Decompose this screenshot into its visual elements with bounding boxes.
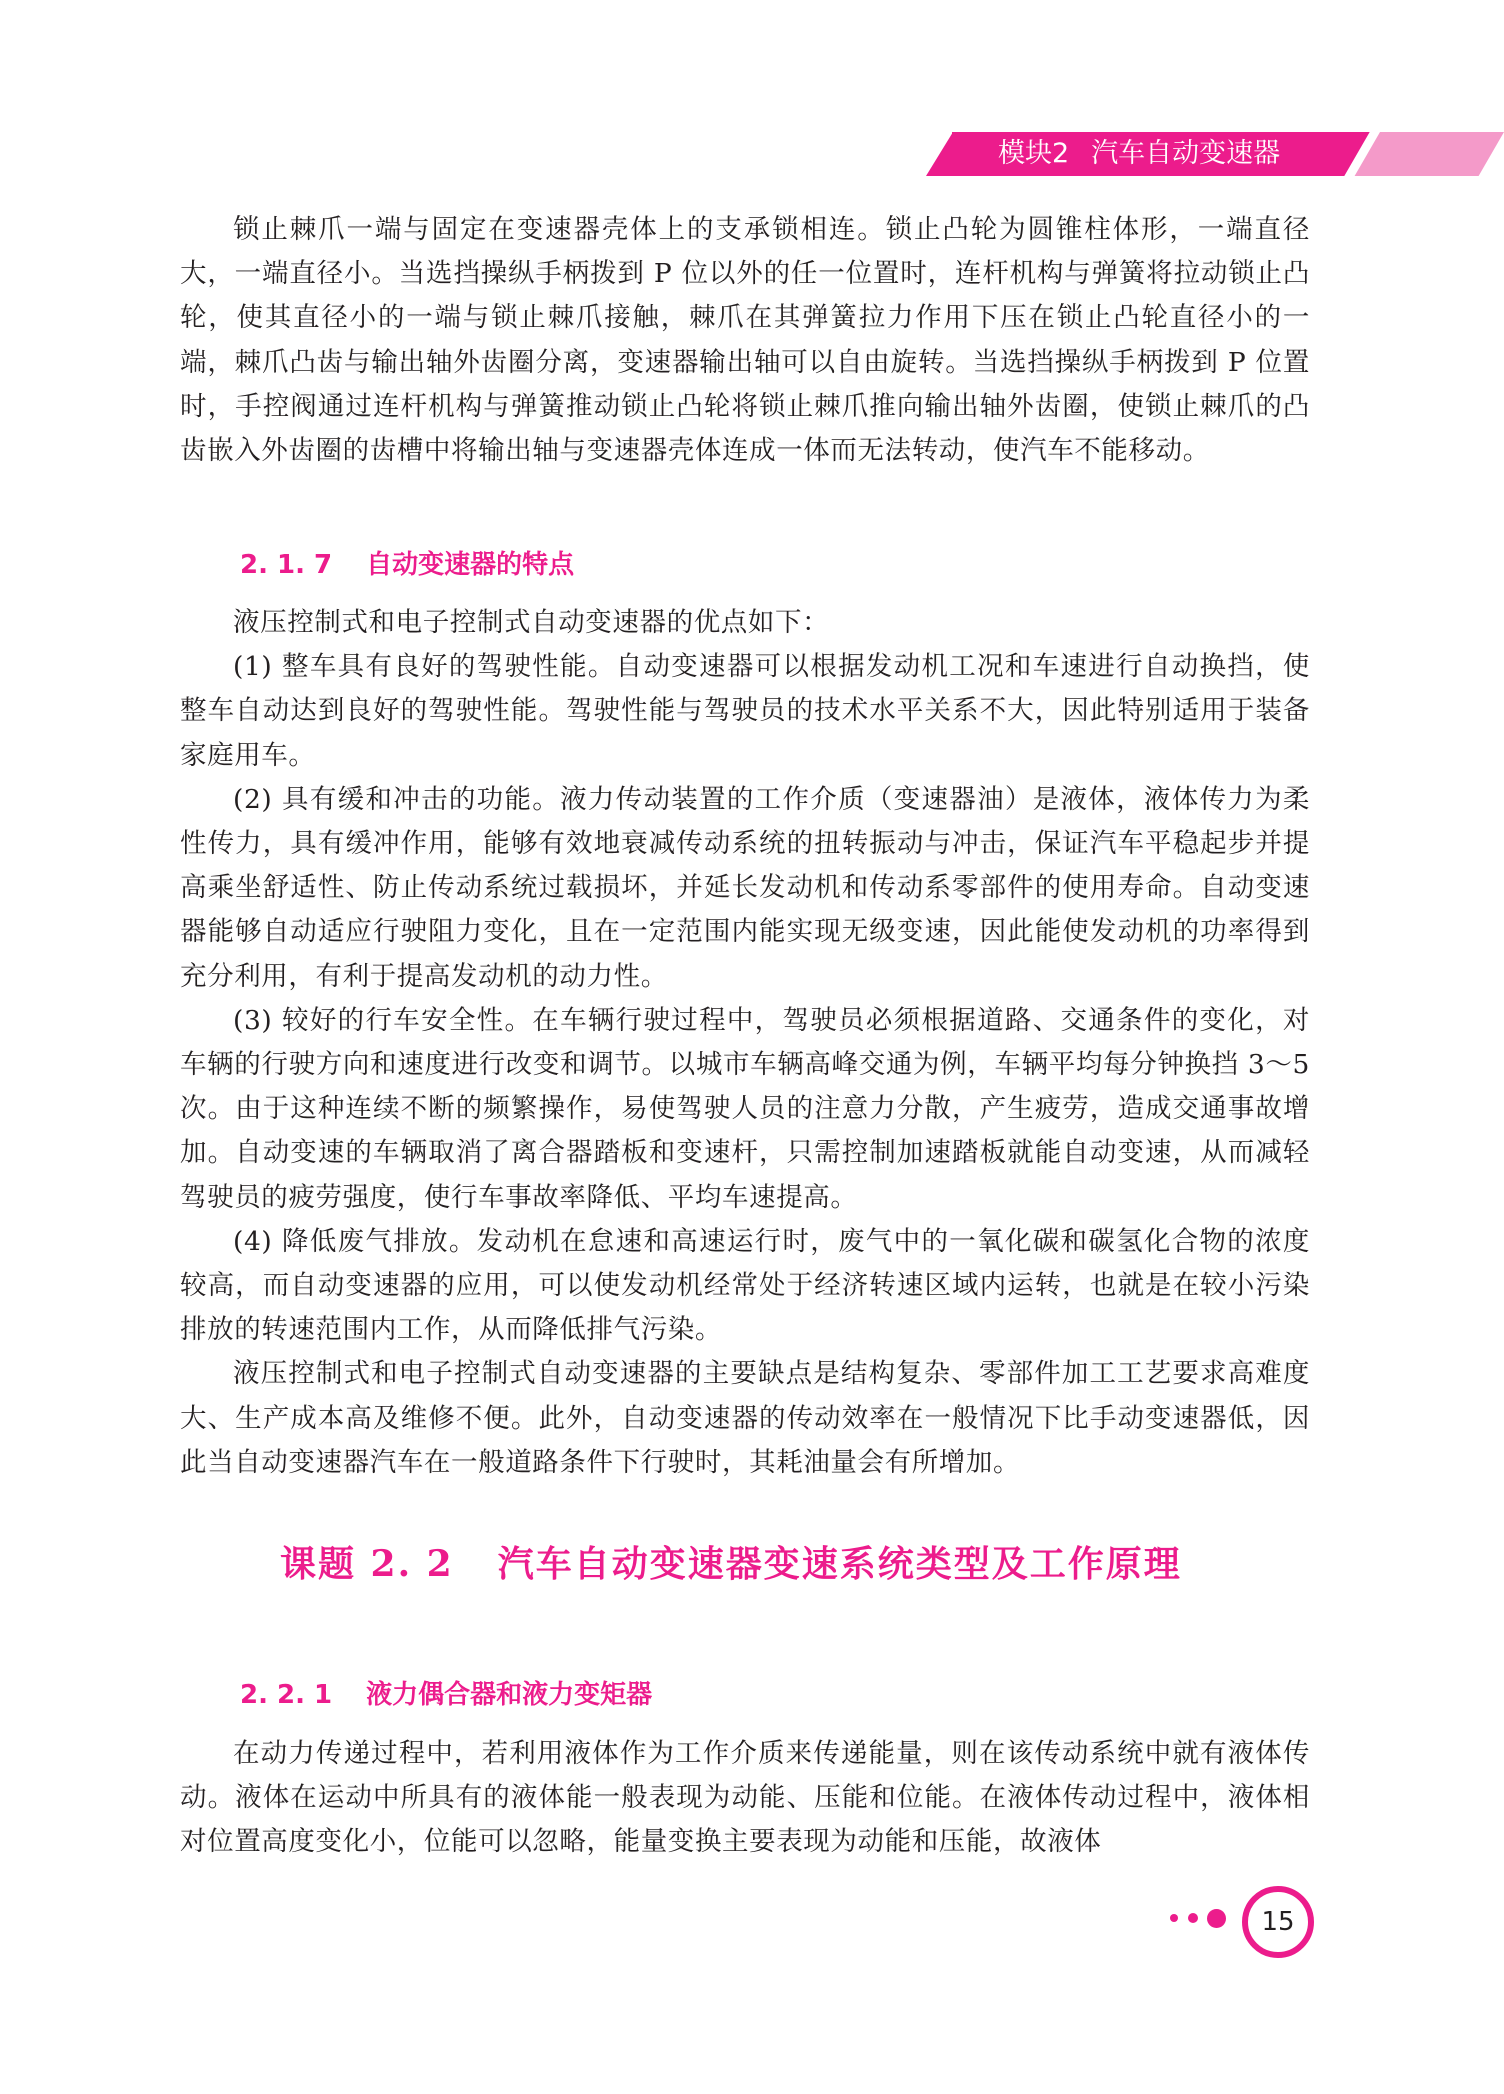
paragraph: 在动力传递过程中，若利用液体作为工作介质来传递能量，则在该传动系统中就有液体传动。液体在运动中所具有的液体能一般表现为动能、压能和位能。在液体传动过程中，液体相对位置高度变化小，位能可以忽略，能量变换主要表现为动能和压能，故液体 [180, 1738, 1310, 1858]
paragraph: (3) 较好的行车安全性。在车辆行驶过程中，驾驶员必须根据道路、交通条件的变化，对车辆的行驶方向和速度进行改变和调节。以城市车辆高峰交通为例，车辆平均每分钟换挡 3～5 次。由于这种连续不断的频繁操作，易使驾驶人员的注意力分散，产生疲劳，造成交通事故增加。自动变速的车辆取消了离合器踏板和变速杆，只需控制加速踏板就能自动变速，从而减轻驾驶员的疲劳强度，使行车事故率降低、平均车速提高。 [180, 1004, 1310, 1213]
page-dot-small [1170, 1914, 1178, 1922]
section-number: 2. 2. 1 [240, 1680, 333, 1710]
top-text-block [180, 208, 1310, 473]
paragraph: 锁止棘爪一端与固定在变速器壳体上的支承锁相连。锁止凸轮为圆锥柱体形，一端直径大，一端直径小。当选挡操纵手柄拨到 P 位以外的任一位置时，连杆机构与弹簧将拉动锁止凸轮，使其直径小的一端与锁止棘爪接触，棘爪在其弹簧拉力作用下压在锁止凸轮直径小的一端，棘爪凸齿与输出轴外齿圈分离，变速器输出轴可以自由旋转。当选挡操纵手柄拨到 P 位置时，手控阀通过连杆机构与弹簧推动锁止凸轮将锁止棘爪推向输出轴外齿圈，使锁止棘爪的凸齿嵌入外齿圈的齿槽中将输出轴与变速器壳体连成一体而无法转动，使汽车不能移动。 [180, 214, 1310, 467]
chapter-number: 课题 2. 2 [280, 1543, 454, 1585]
chapter-heading-22 [280, 1536, 1182, 1587]
paragraph: (1) 整车具有良好的驾驶性能。自动变速器可以根据发动机工况和车速进行自动换挡，使整车自动达到良好的驾驶性能。驾驶性能与驾驶员的技术水平关系不大，因此特别适用于装备家庭用车。 [180, 651, 1310, 771]
running-header [998, 132, 1280, 176]
header-title: 汽车自动变速器 [1091, 138, 1281, 169]
paragraph: (4) 降低废气排放。发动机在怠速和高速运行时，废气中的一氧化碳和碳氢化合物的浓度较高，而自动变速器的应用，可以使发动机经常处于经济转速区域内运转，也就是在较小污染排放的转速范围内工作，从而降低排气污染。 [180, 1225, 1310, 1346]
section-title: 自动变速器的特点 [366, 550, 575, 580]
section-title: 液力偶合器和液力变矩器 [366, 1680, 653, 1710]
section-number: 2. 1. 7 [240, 550, 333, 580]
header-band-tail [1355, 132, 1504, 176]
page-dot-small [1188, 1913, 1198, 1923]
section-217-text-block [180, 601, 1310, 1485]
section-heading-221 [240, 1674, 652, 1711]
paragraph: (2) 具有缓和冲击的功能。液力传动装置的工作介质（变速器油）是液体，液体传力为柔性传力，具有缓冲作用，能够有效地衰减传动系统的扭转振动与冲击，保证汽车平稳起步并提高乘坐舒适性、防止传动系统过载损坏，并延长发动机和传动系零部件的使用寿命。自动变速器能够自动适应行驶阻力变化，且在一定范围内能实现无级变速，因此能使发动机的功率得到充分利用，有利于提高发动机的动力性。 [180, 783, 1310, 992]
page-number: 15 [1242, 1886, 1314, 1958]
header-module: 模块2 [998, 138, 1070, 169]
chapter-title: 汽车自动变速器变速系统类型及工作原理 [497, 1543, 1182, 1585]
section-221-text-block [180, 1732, 1310, 1865]
paragraph: 液压控制式和电子控制式自动变速器的优点如下： [233, 607, 830, 638]
paragraph: 液压控制式和电子控制式自动变速器的主要缺点是结构复杂、零部件加工工艺要求高难度大、生产成本高及维修不便。此外，自动变速器的传动效率在一般情况下比手动变速器低，因此当自动变速器汽车在一般道路条件下行驶时，其耗油量会有所增加。 [180, 1358, 1310, 1478]
page-dot-medium [1207, 1909, 1226, 1928]
header-band-left-edge [926, 132, 953, 176]
section-heading-217 [240, 544, 574, 581]
